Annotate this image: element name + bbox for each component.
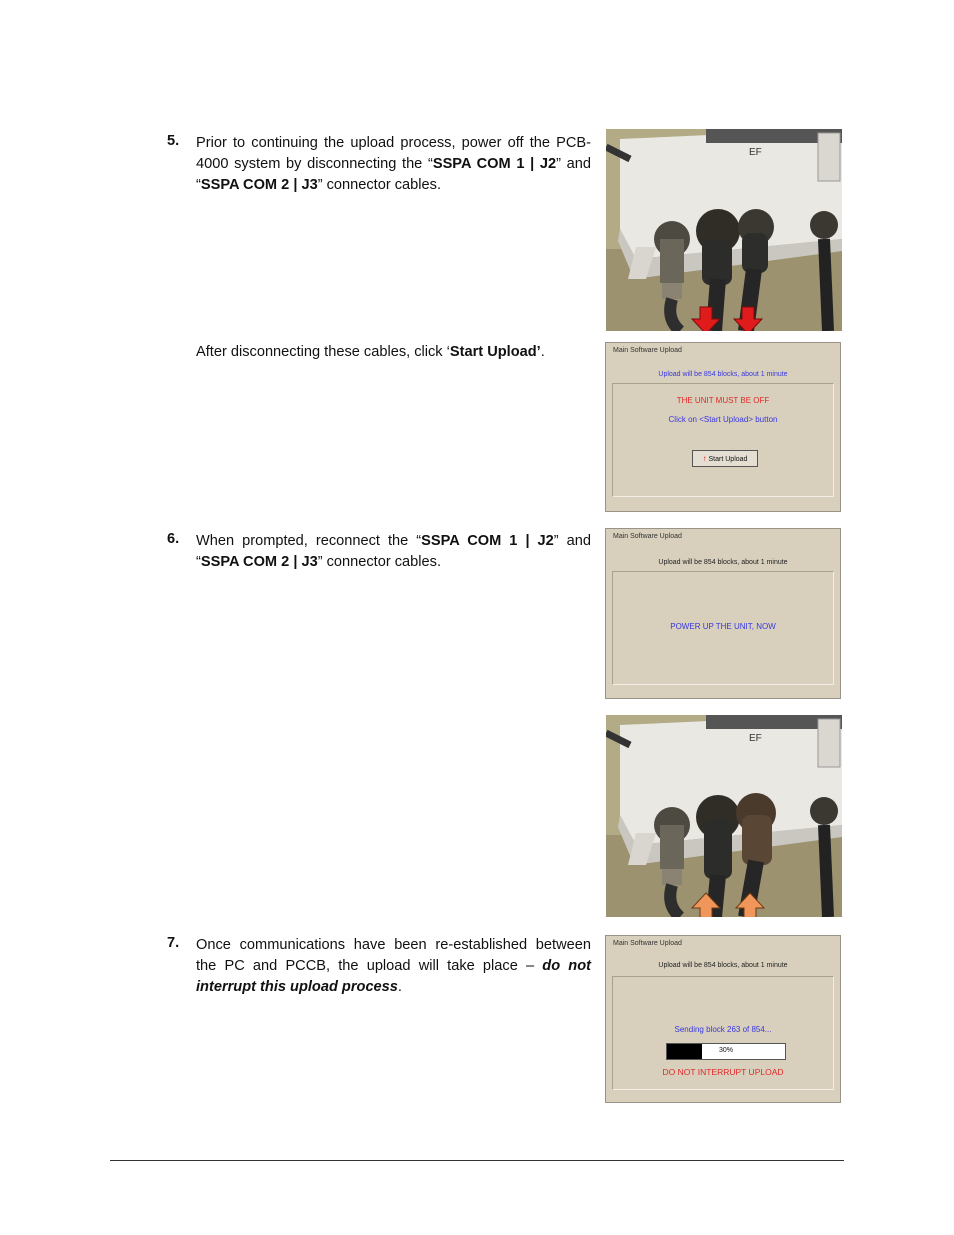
connector-j3-label: SSPA COM 2 | J3: [200, 177, 318, 193]
step-5-after-text: [196, 342, 591, 363]
photo-label: EF: [749, 147, 762, 158]
upload-panel-progress: [605, 935, 841, 1103]
do-not-interrupt-emphasis: do not interrupt this upload process: [196, 958, 591, 995]
progress-label: 30%: [718, 1047, 733, 1054]
step-5-text-part: ” connector cables.: [317, 177, 442, 193]
upload-arrow-icon: ↑: [702, 454, 707, 463]
upload-panel-start: [605, 342, 841, 512]
panel-group-box: [612, 571, 834, 685]
connector-j3-label: SSPA COM 2 | J3: [200, 554, 318, 570]
connector-photo-graphic: [606, 129, 842, 331]
step-5-number: 5.: [167, 133, 180, 149]
step-7-number: 7.: [167, 935, 180, 951]
panel-title: Main Software Upload: [613, 940, 682, 947]
panel-group-box: [612, 976, 834, 1090]
step-6-text-part: ” connector cables.: [317, 554, 442, 570]
step-6-number: 6.: [167, 531, 180, 547]
connector-j2-label: SSPA COM 1 | J2: [421, 533, 554, 549]
panel-title: Main Software Upload: [613, 347, 682, 354]
start-upload-button[interactable]: [692, 450, 758, 467]
step-5-text-part: ” and “: [196, 156, 592, 193]
panel-group-box: [612, 383, 834, 497]
footer-rule: [110, 1160, 844, 1161]
unit-off-warning: THE UNIT MUST BE OFF: [676, 396, 770, 405]
step-5-after-part: After disconnecting these cables, click ‘: [196, 344, 450, 360]
step-5-after-part: .: [540, 344, 545, 360]
upload-progress-bar: [666, 1043, 786, 1060]
connector-photo-reconnect: [606, 715, 842, 917]
upload-panel-power-up: [605, 528, 841, 699]
step-6-text-part: When prompted, reconnect the “: [196, 533, 422, 549]
start-upload-button-label: Start Upload: [708, 456, 748, 463]
connector-j2-label: SSPA COM 1 | J2: [432, 156, 557, 172]
panel-subtitle: Upload will be 854 blocks, about 1 minute: [658, 559, 788, 566]
sending-status: Sending block 263 of 854...: [674, 1025, 772, 1034]
start-upload-reference: Start Upload’: [449, 344, 541, 360]
photo-label: EF: [749, 733, 762, 744]
panel-title: Main Software Upload: [613, 533, 682, 540]
step-7-text-part: .: [397, 979, 402, 995]
connector-photo-graphic: [606, 715, 842, 917]
step-6-text-part: ” and “: [196, 533, 591, 570]
panel-subtitle: Upload will be 854 blocks, about 1 minute: [658, 962, 788, 969]
do-not-interrupt-warning: DO NOT INTERRUPT UPLOAD: [662, 1067, 784, 1077]
step-7-text: [196, 935, 591, 998]
connector-photo-disconnect: [606, 129, 842, 331]
panel-subtitle: Upload will be 854 blocks, about 1 minute: [658, 371, 788, 378]
step-7-text-part: Once communications have been re-established between the PC and PCCB, the upload will take place –: [196, 937, 591, 974]
start-instruction: Click on <Start Upload> button: [668, 415, 778, 424]
power-up-message: POWER UP THE UNIT, NOW: [670, 622, 776, 631]
step-5-text-part: Prior to continuing the upload process, power off the PCB-4000 system by disconnecting the “: [196, 135, 591, 172]
step-5-text: [196, 133, 591, 196]
step-6-text: [196, 531, 591, 573]
